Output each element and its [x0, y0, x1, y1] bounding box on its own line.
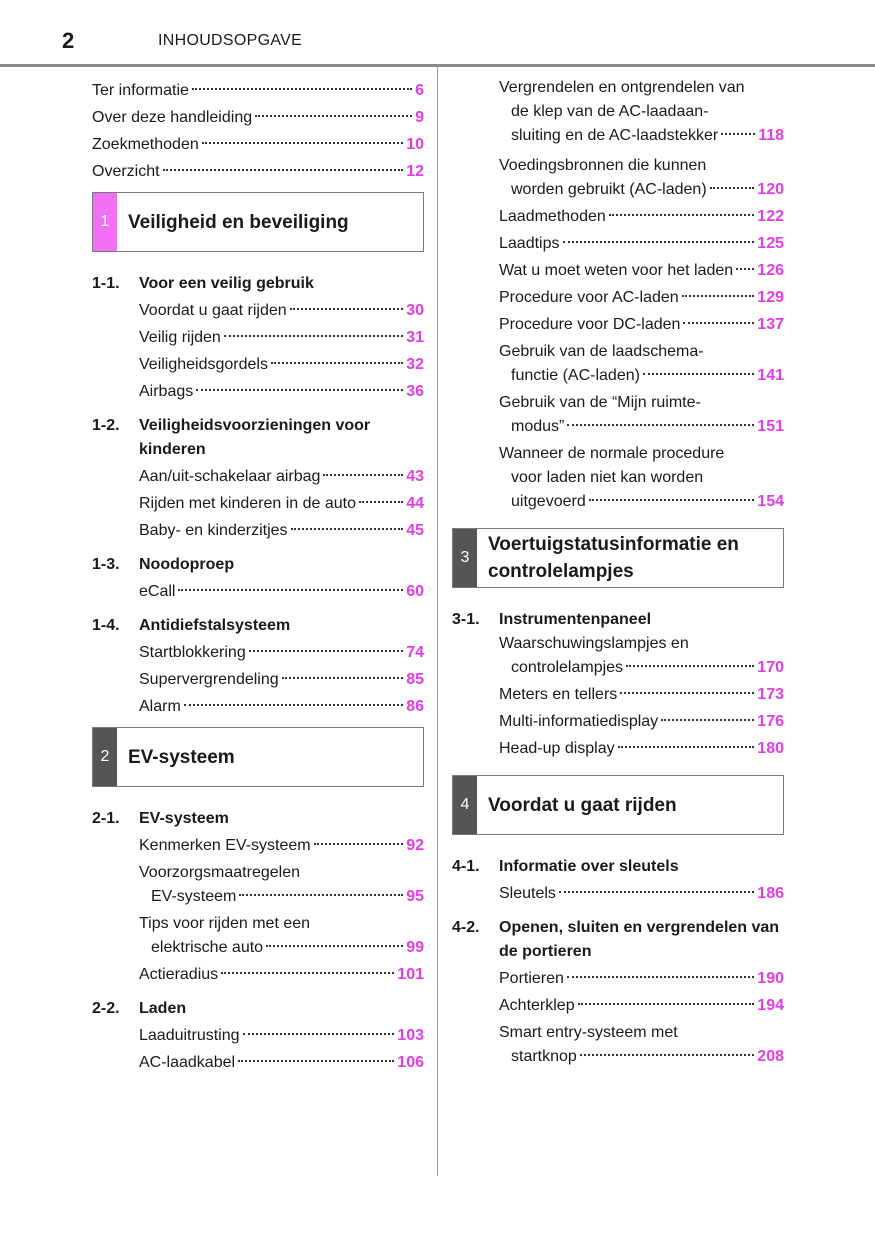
section-number: 4-1. [452, 858, 480, 875]
toc-entry[interactable] [452, 994, 784, 1018]
toc-entry[interactable] [452, 232, 784, 256]
entry-label-line: Wanneer de normale procedure [499, 445, 725, 462]
entry-label: eCall [139, 583, 176, 600]
entry-page: 141 [757, 367, 784, 384]
entry-label: Laaduitrusting [139, 1027, 240, 1044]
entry-label: Aan/uit-schakelaar airbag [139, 468, 321, 485]
section-heading[interactable] [92, 414, 424, 462]
entry-page: 99 [406, 939, 424, 956]
section-title: Noodoproep [139, 556, 235, 573]
toc-entry[interactable] [92, 695, 424, 719]
section-heading[interactable] [92, 614, 424, 638]
toc-entry[interactable] [92, 1024, 424, 1048]
section-heading[interactable] [452, 855, 784, 879]
entry-page: 43 [406, 468, 424, 485]
toc-entry[interactable] [452, 967, 784, 991]
entry-page: 208 [757, 1048, 784, 1065]
entry-page: 101 [397, 966, 424, 983]
entry-label: Alarm [139, 698, 181, 715]
toc-entry[interactable] [452, 154, 784, 202]
entry-label: Veilig rijden [139, 329, 221, 346]
toc-entry[interactable] [452, 391, 784, 439]
page-title: INHOUDSOPGAVE [158, 32, 303, 49]
entry-page: 31 [406, 329, 424, 346]
entry-label: modus” [511, 418, 565, 435]
toc-entry[interactable] [452, 737, 784, 761]
section-title: EV-systeem [139, 810, 229, 827]
dot-leader [255, 115, 412, 117]
entry-page: 85 [406, 671, 424, 688]
chapter-title: EV-systeem [128, 746, 235, 768]
toc-entry[interactable] [452, 76, 784, 148]
entry-label-line: Voedingsbronnen die kunnen [499, 157, 707, 174]
entry-page: 45 [406, 522, 424, 539]
section-title: Instrumentenpaneel [499, 611, 652, 628]
dot-leader [682, 295, 755, 297]
section-title: Veiligheidsvoorzieningen voor kinderen [139, 417, 371, 458]
dot-leader [609, 214, 755, 216]
toc-left-column [92, 76, 424, 1078]
entry-label: Laadtips [499, 235, 560, 252]
chapter-number-tab: 1 [93, 193, 117, 251]
dot-leader [243, 1033, 395, 1035]
dot-leader [196, 389, 403, 391]
entry-page: 60 [406, 583, 424, 600]
entry-label-line: Tips voor rijden met een [139, 915, 311, 932]
dot-leader [626, 665, 754, 667]
toc-entry[interactable] [92, 668, 424, 692]
dot-leader [224, 335, 403, 337]
toc-entry[interactable] [92, 299, 424, 323]
section-number: 1-2. [92, 417, 120, 434]
page-number: 2 [62, 28, 75, 53]
chapter-3-header[interactable] [452, 528, 784, 588]
entry-label-line: Gebruik van de laadschema- [499, 343, 704, 360]
entry-label-line: Vergrendelen en ontgrendelen van [499, 79, 745, 96]
toc-entry[interactable] [92, 380, 424, 404]
toc-right-column [452, 76, 784, 1072]
section-title: Antidiefstalsysteem [139, 617, 291, 634]
chapter-title: Voordat u gaat rijden [488, 794, 677, 816]
entry-page: 176 [757, 713, 784, 730]
toc-entry[interactable] [452, 313, 784, 337]
entry-page: 120 [757, 181, 784, 198]
entry-page: 44 [406, 495, 424, 512]
toc-entry[interactable] [92, 79, 424, 103]
dot-leader [290, 308, 404, 310]
entry-page: 36 [406, 383, 424, 400]
toc-entry[interactable] [92, 861, 424, 909]
entry-label: uitgevoerd [511, 493, 586, 510]
entry-label: worden gebruikt (AC-laden) [511, 181, 707, 198]
dot-leader [323, 474, 403, 476]
dot-leader [238, 1060, 394, 1062]
chapter-number-tab: 2 [93, 728, 117, 786]
dot-leader [721, 133, 755, 135]
entry-page: 125 [757, 235, 784, 252]
dot-leader [192, 88, 412, 90]
entry-label: Procedure voor AC-laden [499, 289, 679, 306]
entry-label: startknop [511, 1048, 577, 1065]
entry-label: Laadmethoden [499, 208, 606, 225]
section-number: 1-3. [92, 556, 120, 573]
entry-page: 9 [415, 109, 424, 126]
section-title: Voor een veilig gebruik [139, 275, 314, 292]
entry-page: 92 [406, 837, 424, 854]
entry-label: Startblokkering [139, 644, 246, 661]
entry-page: 173 [757, 686, 784, 703]
toc-entry[interactable] [92, 492, 424, 516]
section-number: 1-1. [92, 275, 120, 292]
dot-leader [736, 268, 754, 270]
toc-entry[interactable] [452, 710, 784, 734]
dot-leader [578, 1003, 755, 1005]
entry-page: 126 [757, 262, 784, 279]
toc-entry[interactable] [452, 442, 784, 514]
entry-label: Meters en tellers [499, 686, 618, 703]
section-number: 2-1. [92, 810, 120, 827]
entry-page: 30 [406, 302, 424, 319]
entry-label: Wat u moet weten voor het laden [499, 262, 734, 279]
toc-entry[interactable] [92, 641, 424, 665]
toc-entry[interactable] [452, 632, 784, 680]
dot-leader [271, 362, 403, 364]
entry-page: 122 [757, 208, 784, 225]
entry-label: Actieradius [139, 966, 219, 983]
toc-entry[interactable] [452, 259, 784, 283]
dot-leader [178, 589, 403, 591]
dot-leader [618, 746, 755, 748]
chapter-4-header[interactable] [452, 775, 784, 835]
section-heading[interactable] [92, 272, 424, 296]
chapter-title: Voertuigstatusinformatie en controlelampjes [488, 534, 739, 582]
entry-label: Baby- en kinderzitjes [139, 522, 288, 539]
dot-leader [580, 1054, 754, 1056]
toc-entry[interactable] [92, 133, 424, 157]
chapter-number-tab: 3 [453, 529, 477, 587]
dot-leader [314, 843, 404, 845]
section-title: Laden [139, 1000, 187, 1017]
section-heading[interactable] [92, 997, 424, 1021]
entry-label: elektrische auto [151, 939, 264, 956]
entry-label: Voordat u gaat rijden [139, 302, 287, 319]
entry-label-line: Gebruik van de “Mijn ruimte- [499, 394, 701, 411]
entry-page: 6 [415, 82, 424, 99]
section-number: 1-4. [92, 617, 120, 634]
dot-leader [620, 692, 754, 694]
entry-label: AC-laadkabel [139, 1054, 236, 1071]
toc-entry[interactable] [92, 1051, 424, 1075]
entry-label-line: voor laden niet kan worden [511, 469, 704, 486]
entry-label: functie (AC-laden) [511, 367, 640, 384]
section-title: Openen, sluiten en vergrendelen van de portieren [499, 919, 780, 960]
entry-label-line: de klep van de AC-laadaan- [511, 103, 709, 120]
entry-page: 151 [757, 418, 784, 435]
entry-page: 10 [406, 136, 424, 153]
entry-label: Kenmerken EV-systeem [139, 837, 311, 854]
entry-page: 86 [406, 698, 424, 715]
entry-label: Veiligheidsgordels [139, 356, 268, 373]
entry-page: 186 [757, 885, 784, 902]
entry-label: Over deze handleiding [92, 109, 253, 126]
entry-label: Supervergrendeling [139, 671, 279, 688]
entry-page: 32 [406, 356, 424, 373]
toc-entry[interactable] [92, 834, 424, 858]
dot-leader [567, 976, 754, 978]
toc-entry[interactable] [452, 882, 784, 906]
entry-label-line: Voorzorgsmaatregelen [139, 864, 300, 881]
toc-entry[interactable] [452, 683, 784, 707]
section-heading[interactable] [452, 916, 784, 964]
page-header [0, 0, 875, 68]
dot-leader [266, 945, 403, 947]
dot-leader [563, 241, 755, 243]
entry-page: 170 [757, 659, 784, 676]
dot-leader [661, 719, 754, 721]
toc-entry[interactable] [92, 519, 424, 543]
dot-leader [291, 528, 404, 530]
dot-leader [221, 972, 394, 974]
entry-page: 95 [406, 888, 424, 905]
entry-label: sluiting en de AC-laadstekker [511, 127, 719, 144]
dot-leader [559, 891, 754, 893]
entry-label: Portieren [499, 970, 564, 987]
toc-entry[interactable] [452, 1021, 784, 1069]
entry-page: 103 [397, 1027, 424, 1044]
toc-entry[interactable] [92, 326, 424, 350]
entry-label-line: Smart entry-systeem met [499, 1024, 678, 1041]
section-heading[interactable] [92, 807, 424, 831]
dot-leader [643, 373, 754, 375]
entry-label: Overzicht [92, 163, 160, 180]
section-heading[interactable] [452, 608, 784, 632]
entry-page: 129 [757, 289, 784, 306]
entry-label: controlelampjes [511, 659, 624, 676]
toc-entry[interactable] [92, 465, 424, 489]
toc-entry[interactable] [92, 106, 424, 130]
toc-entry[interactable] [452, 340, 784, 388]
toc-entry[interactable] [92, 353, 424, 377]
dot-leader [239, 894, 403, 896]
entry-label: Airbags [139, 383, 194, 400]
dot-leader [282, 677, 404, 679]
chapter-number-tab: 4 [453, 776, 477, 834]
dot-leader [163, 169, 404, 171]
dot-leader [567, 424, 754, 426]
section-title: Informatie over sleutels [499, 858, 679, 875]
entry-label: Ter informatie [92, 82, 189, 99]
section-heading[interactable] [92, 553, 424, 577]
toc-entry[interactable] [92, 912, 424, 960]
entry-label: EV-systeem [151, 888, 237, 905]
entry-label: Zoekmethoden [92, 136, 199, 153]
dot-leader [710, 187, 755, 189]
chapter-2-header[interactable] [92, 727, 424, 787]
dot-leader [683, 322, 754, 324]
entry-page: 12 [406, 163, 424, 180]
chapter-1-header[interactable] [92, 192, 424, 252]
toc-entry[interactable] [92, 963, 424, 987]
entry-page: 190 [757, 970, 784, 987]
section-number: 4-2. [452, 919, 480, 936]
entry-page: 180 [757, 740, 784, 757]
entry-page: 106 [397, 1054, 424, 1071]
dot-leader [589, 499, 755, 501]
entry-label: Rijden met kinderen in de auto [139, 495, 357, 512]
dot-leader [249, 650, 403, 652]
entry-label: Sleutels [499, 885, 556, 902]
entry-page: 154 [757, 493, 784, 510]
dot-leader [184, 704, 403, 706]
dot-leader [359, 501, 403, 503]
toc-entry[interactable] [452, 205, 784, 229]
dot-leader [202, 142, 403, 144]
section-number: 2-2. [92, 1000, 120, 1017]
entry-page: 137 [757, 316, 784, 333]
entry-label: Multi-informatiedisplay [499, 713, 659, 730]
chapter-title: Veiligheid en beveiliging [128, 211, 349, 233]
toc-entry[interactable] [452, 286, 784, 310]
entry-label-line: Waarschuwingslampjes en [499, 635, 689, 652]
toc-entry[interactable] [92, 160, 424, 184]
section-number: 3-1. [452, 611, 480, 628]
column-divider [437, 66, 438, 1176]
entry-page: 74 [406, 644, 424, 661]
entry-label: Achterklep [499, 997, 575, 1014]
entry-label: Head-up display [499, 740, 615, 757]
entry-label: Procedure voor DC-laden [499, 316, 681, 333]
entry-page: 118 [758, 127, 784, 144]
entry-page: 194 [757, 997, 784, 1014]
toc-entry[interactable] [92, 580, 424, 604]
